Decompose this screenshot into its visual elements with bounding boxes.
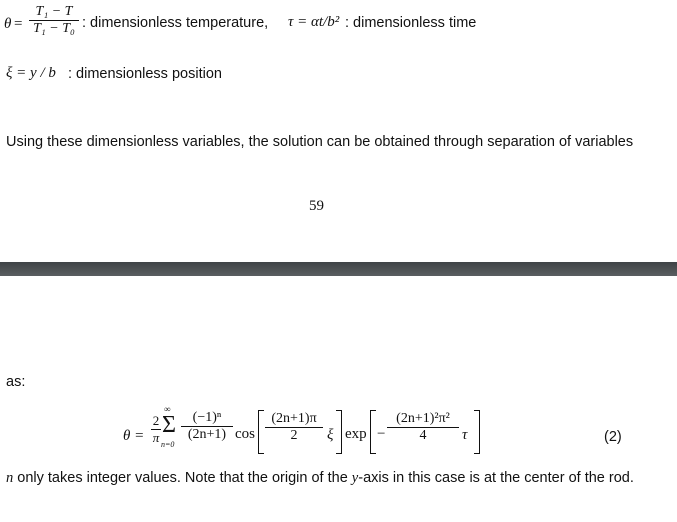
tau-expression: τ = αt/b² [288,14,340,30]
eq-sum-symbol: Σ [162,412,176,438]
theta-numerator: T₁ − T [35,4,73,19]
page-separator [0,262,677,276]
xi-expression: ξ = y / b [6,65,56,81]
equation-label: (2) [604,429,622,445]
paragraph-integer-values [6,468,636,489]
theta-fraction [29,4,79,37]
eq-cos-arg [265,411,323,444]
theta-denominator: T₁ − T₀ [33,21,75,36]
tau-description: : dimensionless time [345,15,477,31]
theta-description: : dimensionless temperature, [82,15,269,31]
paragraph-text-b: -axis in this case is at the center of the rod. [358,470,634,486]
paragraph-separation: Using these dimensionless variables, the solution can be obtained through separation of variables [6,134,634,150]
right-bracket-icon [474,410,480,454]
eq-minus: − [377,426,386,442]
eq-cos: cos [235,426,255,442]
eq-xi: ξ [327,427,334,443]
eq-coef-num: 2 [152,413,160,428]
eq-term-den: (2n+1) [187,427,227,442]
right-bracket-icon [336,410,342,454]
eq-coef-den: π [152,430,160,445]
page-number: 59 [309,198,324,214]
left-bracket-icon [370,410,376,454]
var-y: y [351,470,359,486]
eq-exp-den: 4 [419,428,427,443]
eq-sum-upper: ∞ [164,404,171,414]
eq-cos-den: 2 [290,428,298,443]
eq-sum-lower: n=0 [161,440,175,449]
intro-word: as: [6,374,26,390]
xi-description: : dimensionless position [68,66,222,82]
theta-symbol: θ [4,16,12,32]
eq-coef [151,413,161,446]
var-n: n [6,470,14,486]
eq-lhs: θ = [123,428,145,444]
eq-cos-num: (2n+1)π [271,411,317,426]
paragraph-text-a: only takes integer values. Note that the origin of the [13,470,352,486]
eq-exp-arg [387,411,459,444]
eq-exp: exp [345,426,367,442]
eq-term [181,410,233,443]
left-bracket-icon [258,410,264,454]
eq-exp-num: (2n+1)²π² [396,411,450,426]
theta-equals: = [14,16,23,32]
eq-tau: τ [462,427,468,443]
eq-term-num: (−1)ⁿ [192,410,222,425]
